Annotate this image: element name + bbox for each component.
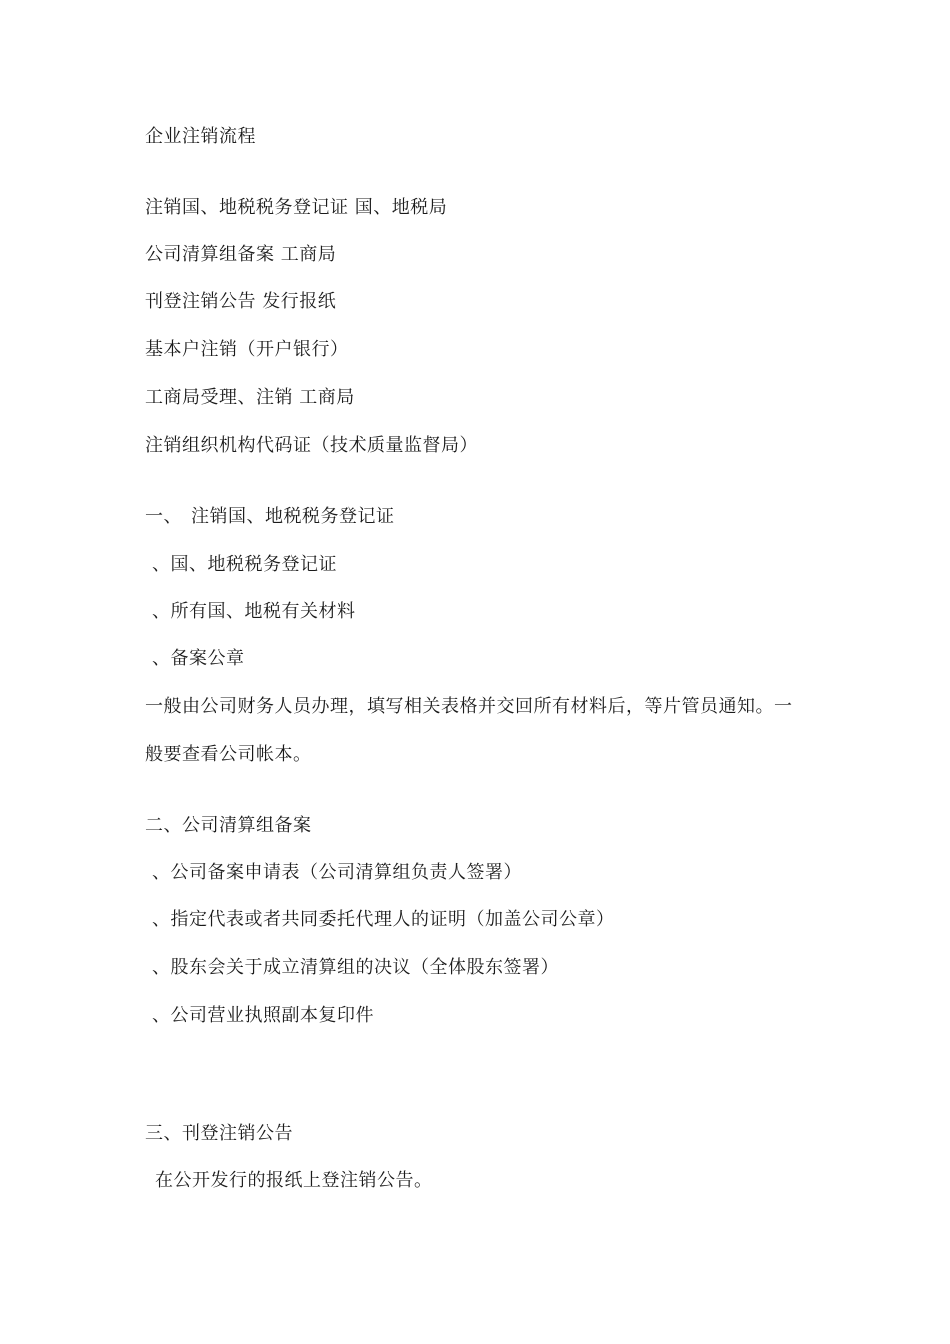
section-1-item-2: 、所有国、地税有关材料: [152, 601, 356, 622]
section-1-item-1: 、国、地税税务登记证: [152, 554, 337, 575]
section-1-heading: [145, 505, 395, 529]
overview-step-4: 基本户注销（开户银行）: [145, 339, 349, 360]
section-2-item-3: 、股东会关于成立清算组的决议（全体股东签署）: [152, 957, 559, 978]
overview-step-5: 工商局受理、注销 工商局: [145, 387, 355, 408]
overview-step-2: 公司清算组备案 工商局: [145, 244, 337, 265]
overview-step-1: 注销国、地税税务登记证 国、地税局: [145, 197, 448, 218]
section-2-heading: 二、公司清算组备案: [145, 815, 312, 836]
overview-step-3: 刊登注销公告 发行报纸: [145, 291, 337, 312]
section-2-item-1: 、公司备案申请表（公司清算组负责人签署）: [152, 862, 522, 883]
section-3-heading: 三、刊登注销公告: [145, 1123, 293, 1144]
section-1-title: 注销国、地税税务登记证: [191, 506, 395, 527]
section-2-item-2: 、指定代表或者共同委托代理人的证明（加盖公司公章）: [152, 909, 615, 930]
overview-step-6: 注销组织机构代码证（技术质量监督局）: [145, 435, 478, 456]
section-2-item-4: 、公司营业执照副本复印件: [152, 1005, 374, 1026]
section-1-note-line-2: 般要查看公司帐本。: [145, 744, 312, 765]
document-title: 企业注销流程: [145, 126, 256, 147]
section-1-note-line-1: 一般由公司财务人员办理，填写相关表格并交回所有材料后，等片管员通知。一: [145, 696, 793, 717]
section-1-item-3: 、备案公章: [152, 648, 245, 669]
section-1-number: 一、: [145, 506, 182, 527]
section-3-body: 在公开发行的报纸上登注销公告。: [155, 1170, 433, 1191]
